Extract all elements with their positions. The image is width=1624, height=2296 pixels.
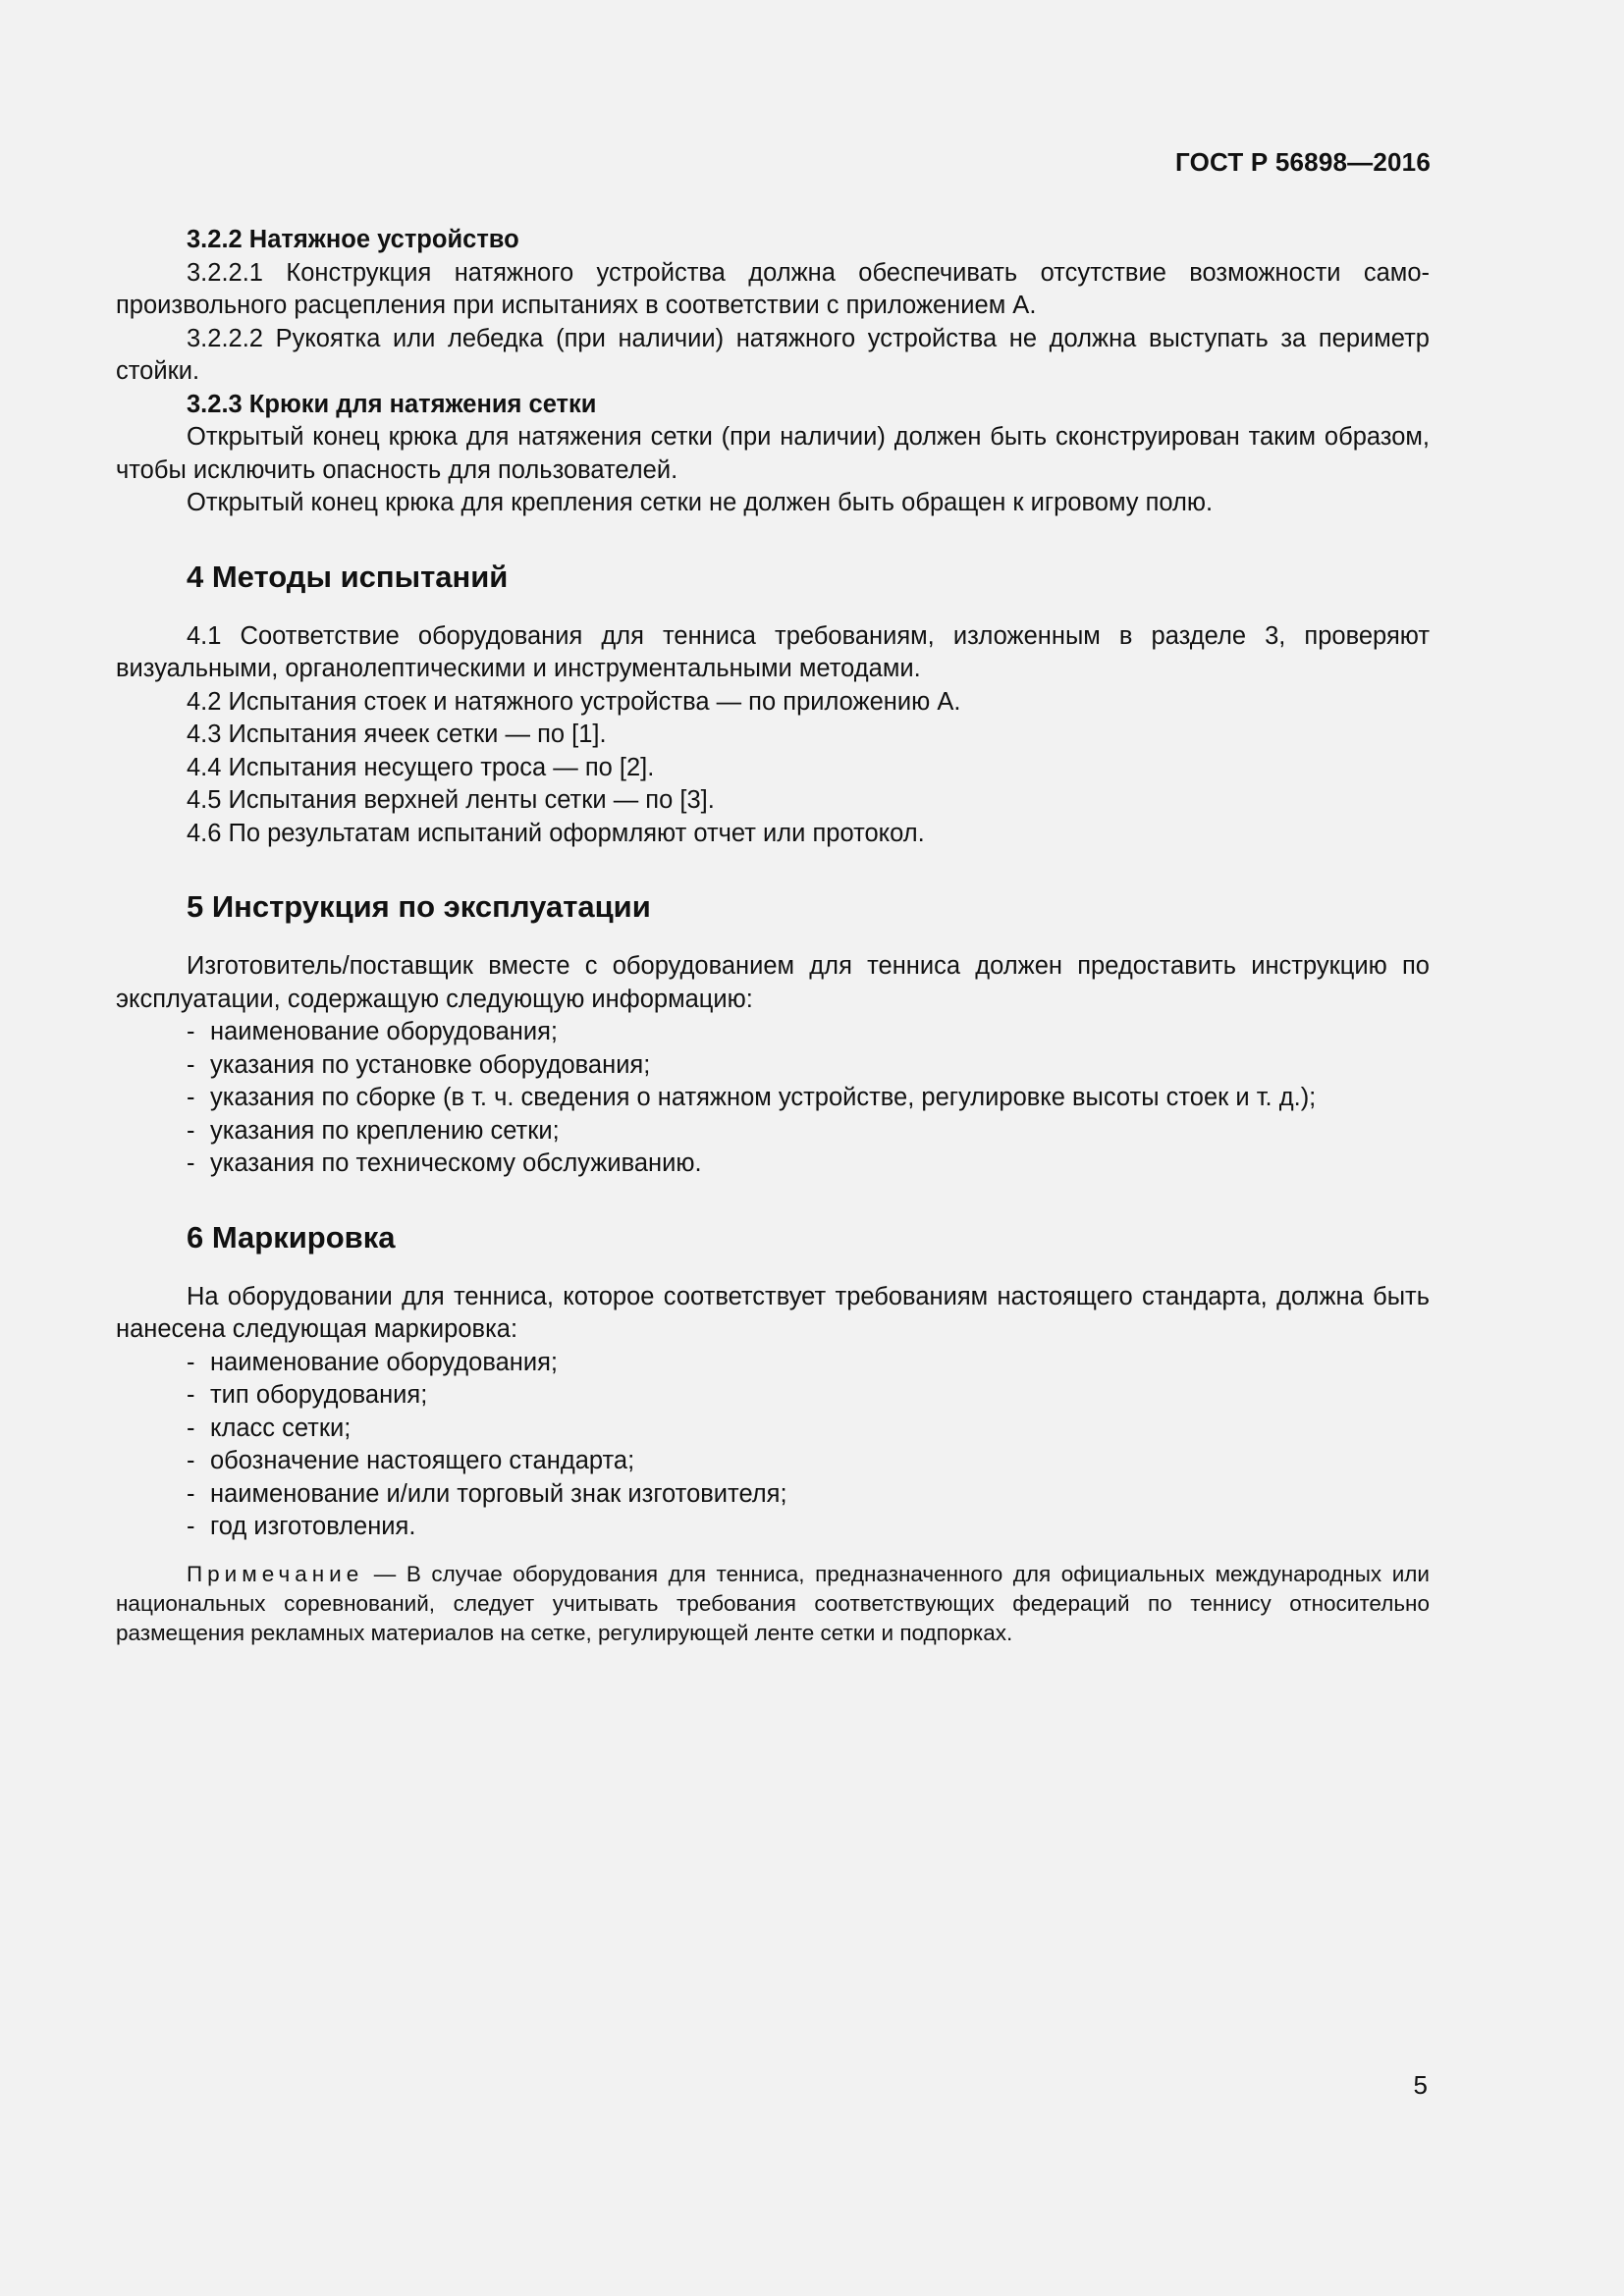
paragraph-4-3: 4.3 Испытания ячеек сетки — по [1]. (187, 721, 607, 748)
note (116, 1560, 1430, 1648)
paragraph-4-5: 4.5 Испытания верхней ленты сетки — по [3]. (187, 786, 715, 814)
paragraph-4-4: 4.4 Испытания несущего троса — по [2]. (187, 753, 655, 781)
note-text: — В случае оборудования для тенниса, предназначенного для официальных международных или национальных соревнований, следует учитывать требования соответствующих федераций по теннису относительно размещения рекламных материалов на сетке, регулирующей ленте сетки и подпорках. (116, 1561, 1430, 1645)
paragraph-4-2: 4.2 Испытания стоек и натяжного устройства — по приложению А. (187, 687, 961, 716)
paragraph-3-2-3-1: Открытый конец крюка для натяжения сетки (при наличии) должен быть сконструирован таким образом, чтобы исключить опасность для пользователей. (116, 423, 1430, 484)
list-item: - класс сетки; (187, 1414, 352, 1442)
list-item: - указания по креплению сетки; (187, 1116, 560, 1145)
list-item: - наименование оборудования; (187, 1348, 559, 1376)
note-label: Примечание (187, 1561, 364, 1586)
list-item: - наименование оборудования; (187, 1018, 559, 1045)
subsection-title-3-2-3: 3.2.3 Крюки для натяжения сетки (187, 390, 597, 418)
list-item: - указания по техническому обслуживанию. (187, 1149, 702, 1177)
paragraph-3-2-2-2: 3.2.2.2 Рукоятка или лебедка (при наличии) натяжного устройства не должна выступать за периметр стойки. (116, 324, 1430, 385)
paragraph-5-intro: Изготовитель/поставщик вместе с оборудованием для тенниса должен предоставить инструкцию по эксплуатации, содержащую следующую информацию: (116, 952, 1430, 1013)
paragraph-4-1: 4.1 Соответствие оборудования для тенниса требованиям, изложенным в разделе 3, проверяют визуальными, органолептическими и инструментальными методами. (116, 621, 1430, 682)
list-item: - указания по установке оборудования; (187, 1050, 651, 1079)
list-item: - тип оборудования; (187, 1381, 428, 1409)
list-5 (116, 1016, 1430, 1181)
list-item: - указания по сборке (в т. ч. сведения о натяжном устройстве, регулировке высоты стоек и т. д.); (187, 1084, 1317, 1111)
paragraph-6-intro: На оборудовании для тенниса, которое соответствует требованиям настоящего стандарта, должна быть нанесена следующая маркировка: (116, 1282, 1430, 1343)
paragraph-3-2-3-2: Открытый конец крюка для крепления сетки не должен быть обращен к игровому полю. (187, 489, 1214, 516)
subsection-title-3-2-2: 3.2.2 Натяжное устройство (187, 226, 519, 253)
list-item: - обозначение настоящего стандарта; (187, 1447, 635, 1474)
paragraph-4-6: 4.6 По результатам испытаний оформляют отчет или протокол. (187, 819, 925, 847)
paragraph-3-2-2-1: 3.2.2.1 Конструкция натяжного устройства должна обеспечивать отсутствие возможности самопроизвольного расцепления при испытаниях в соответствии с приложением А. (116, 258, 1430, 319)
section-title-6: 6 Маркировка (187, 1219, 396, 1255)
page-number: 5 (1413, 2070, 1428, 2100)
list-item: - год изготовления. (187, 1513, 416, 1540)
document-id: ГОСТ Р 56898—2016 (1175, 147, 1431, 177)
page-content (116, 224, 1430, 1670)
section-title-5: 5 Инструкция по эксплуатации (187, 889, 651, 924)
section-title-4: 4 Методы испытаний (187, 559, 509, 594)
list-item: - наименование и/или торговый знак изготовителя; (187, 1479, 787, 1508)
list-6 (116, 1347, 1430, 1544)
